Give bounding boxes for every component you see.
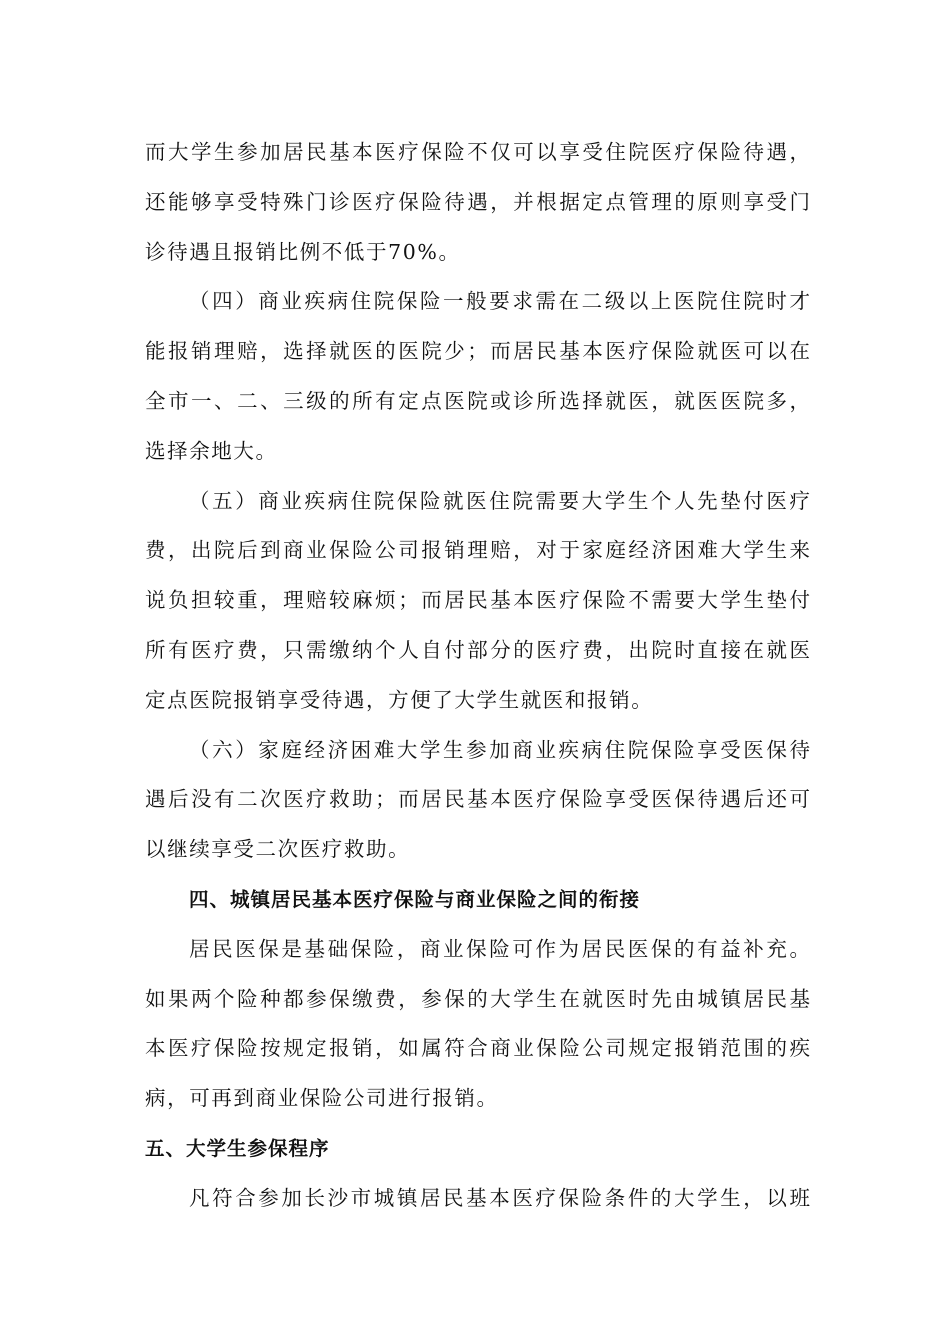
text-line: 说负担较重，理赔较麻烦；而居民基本医疗保险不需要大学生垫付 — [145, 588, 810, 613]
text-line: 所有医疗费，只需缴纳个人自付部分的医疗费，出院时直接在就医 — [145, 637, 810, 662]
text-line: 选择余地大。 — [145, 438, 278, 463]
text-line: 能报销理赔，选择就医的医院少；而居民基本医疗保险就医可以在 — [145, 339, 810, 364]
text-line: 病，可再到商业保险公司进行报销。 — [145, 1086, 499, 1111]
text-line: 诊待遇且报销比例不低于70%。 — [145, 239, 461, 264]
text-line: 全市一、二、三级的所有定点医院或诊所选择就医，就医医院多， — [145, 388, 810, 413]
text-line: （四）商业疾病住院保险一般要求需在二级以上医院住院时才 — [189, 289, 810, 314]
section-heading: 五、大学生参保程序 — [145, 1136, 330, 1160]
section-heading: 四、城镇居民基本医疗保险与商业保险之间的衔接 — [189, 887, 641, 911]
text-line: 还能够享受特殊门诊医疗保险待遇，并根据定点管理的原则享受门 — [145, 189, 810, 214]
text-line: 凡符合参加长沙市城镇居民基本医疗保险条件的大学生，以班 — [189, 1185, 810, 1210]
document-body — [145, 128, 810, 1224]
text-line: 费，出院后到商业保险公司报销理赔，对于家庭经济困难大学生来 — [145, 538, 810, 563]
text-line: （五）商业疾病住院保险就医住院需要大学生个人先垫付医疗 — [189, 488, 810, 513]
text-line: 如果两个险种都参保缴费，参保的大学生在就医时先由城镇居民基 — [145, 986, 810, 1011]
text-line: 定点医院报销享受待遇，方便了大学生就医和报销。 — [145, 687, 654, 712]
text-line: 本医疗保险按规定报销，如属符合商业保险公司规定报销范围的疾 — [145, 1036, 810, 1061]
text-line: 遇后没有二次医疗救助；而居民基本医疗保险享受医保待遇后还可 — [145, 787, 810, 812]
text-line: 居民医保是基础保险，商业保险可作为居民医保的有益补充。 — [189, 936, 810, 961]
text-line: 以继续享受二次医疗救助。 — [145, 837, 411, 862]
text-line: 而大学生参加居民基本医疗保险不仅可以享受住院医疗保险待遇， — [145, 140, 810, 164]
text-line: （六）家庭经济困难大学生参加商业疾病住院保险享受医保待 — [189, 737, 810, 762]
